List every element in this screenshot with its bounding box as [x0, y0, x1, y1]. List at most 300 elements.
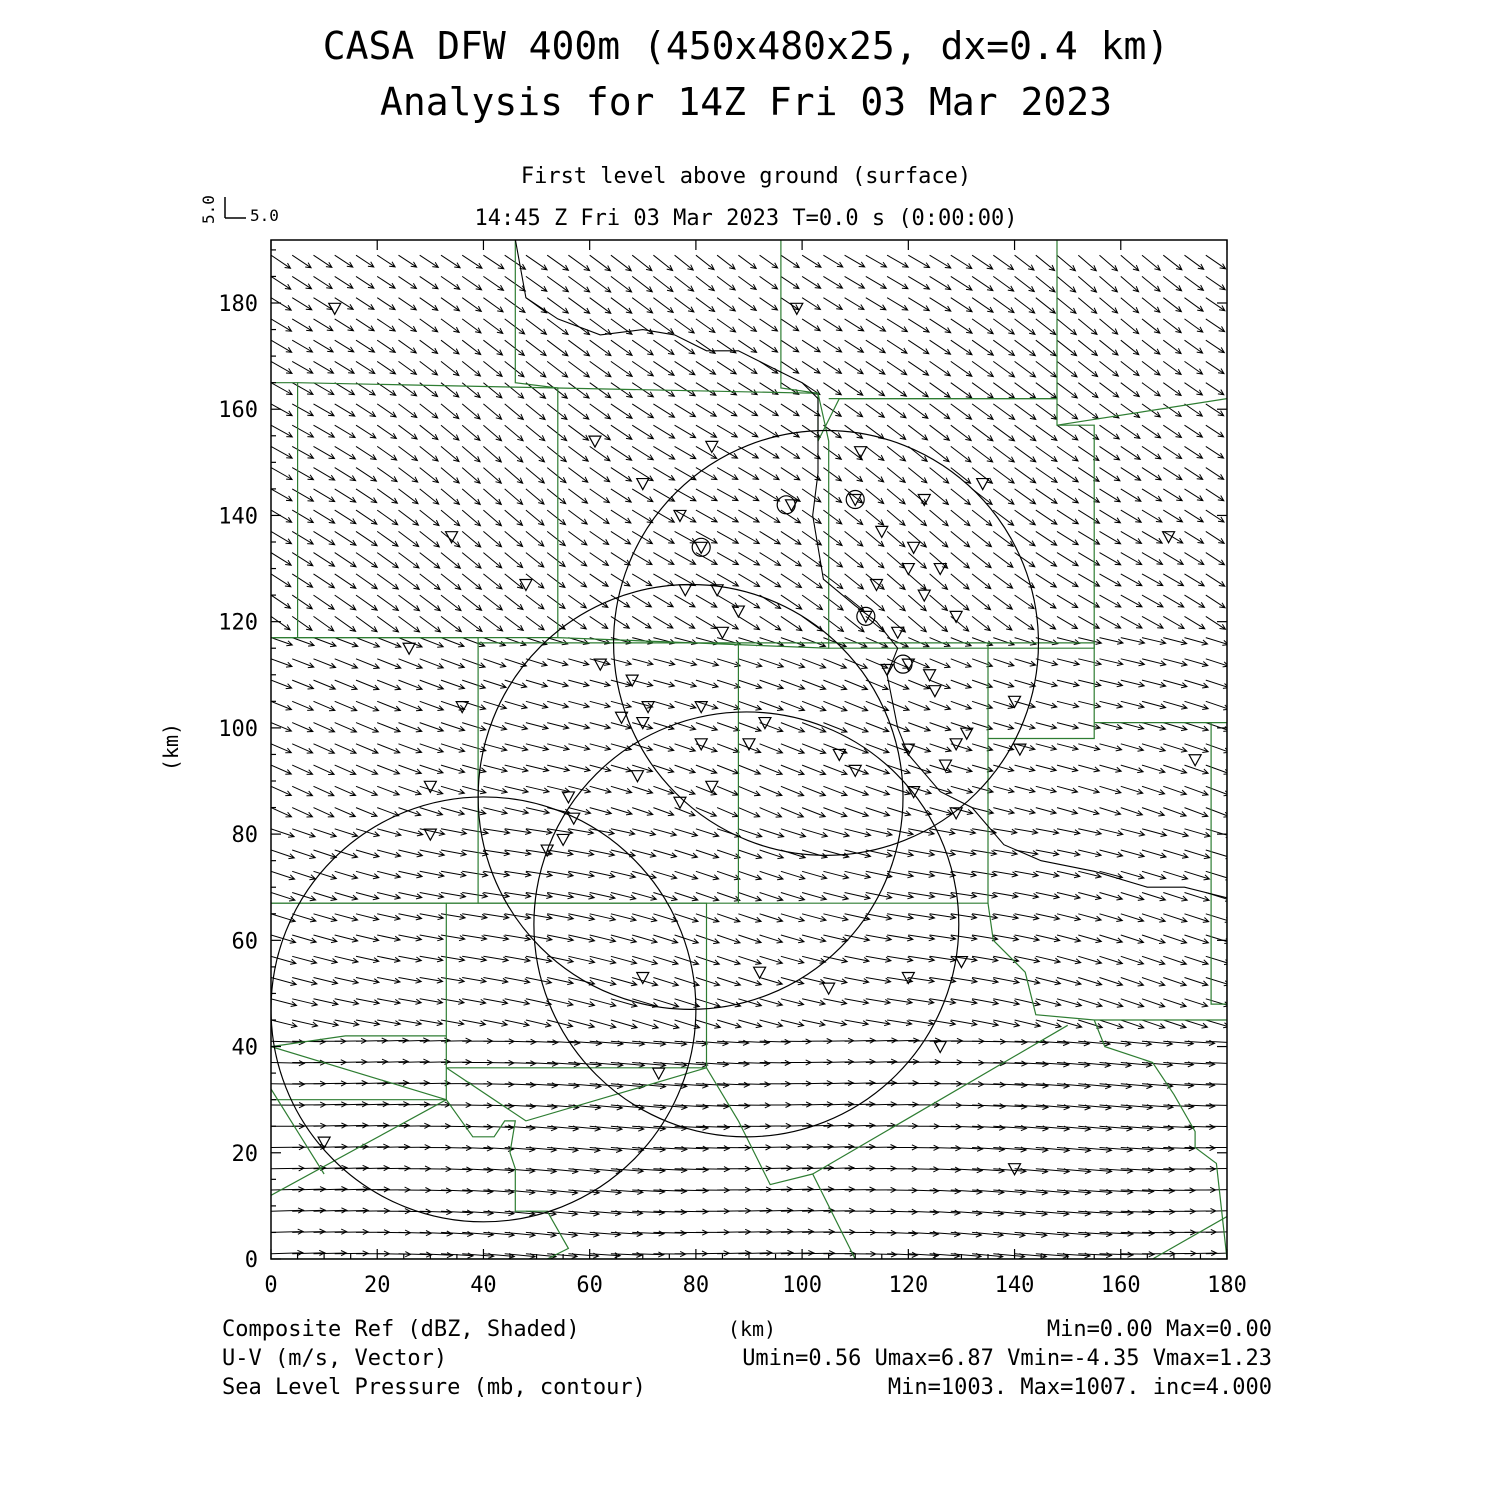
station-circle	[777, 496, 795, 514]
wind-vector	[1206, 489, 1224, 501]
wind-vector	[462, 255, 482, 268]
wind-vector	[526, 659, 547, 667]
wind-vector	[717, 276, 735, 290]
wind-vector	[993, 319, 1014, 334]
wind-vector	[441, 765, 465, 773]
wind-vector	[993, 298, 1014, 313]
wind-vector	[335, 659, 358, 669]
wind-vector	[675, 935, 699, 944]
wind-vector	[823, 531, 842, 545]
wind-vector	[993, 871, 1017, 877]
wind-vector	[1036, 340, 1056, 356]
wind-vector	[993, 255, 1013, 269]
wind-vector	[314, 510, 335, 523]
wind-vector	[845, 531, 863, 546]
wind-vector	[420, 510, 439, 525]
wind-vector	[1206, 638, 1229, 646]
wind-vector	[993, 553, 1013, 568]
wind-vector	[568, 446, 588, 461]
wind-vector	[356, 446, 376, 459]
wind-vector	[335, 893, 358, 901]
wind-vector	[908, 638, 929, 647]
wind-vector	[568, 659, 588, 666]
wind-vector	[292, 319, 312, 331]
wind-vector	[802, 744, 826, 754]
wind-vector	[356, 893, 379, 900]
wind-vector	[611, 361, 632, 376]
wind-vector	[1142, 616, 1163, 628]
wind-vector	[972, 701, 992, 709]
wind-vector	[314, 340, 334, 352]
wind-vector	[1015, 383, 1036, 399]
wind-vector	[908, 956, 934, 962]
wind-vector	[1163, 383, 1181, 396]
station-marker	[876, 526, 888, 537]
station-circle	[894, 655, 912, 673]
wind-vector	[696, 616, 717, 628]
wind-vector	[462, 914, 487, 920]
wind-vector	[335, 574, 356, 588]
wind-vector	[526, 765, 549, 772]
wind-vector	[1015, 999, 1040, 1006]
wind-vector	[420, 361, 438, 375]
wind-vector	[568, 765, 590, 772]
wind-vector	[483, 744, 506, 752]
wind-vector	[845, 446, 863, 459]
wind-vector	[823, 680, 846, 690]
wind-vector	[1121, 553, 1142, 565]
wind-vector	[547, 489, 566, 504]
wind-vector	[845, 701, 868, 711]
wind-vector	[590, 361, 611, 376]
wind-vector	[1121, 298, 1139, 313]
wind-vector	[1036, 404, 1057, 419]
wind-vector	[951, 319, 972, 333]
wind-vector	[1206, 1020, 1229, 1028]
wind-vector	[866, 446, 884, 460]
wind-vector	[1185, 914, 1209, 923]
footer-left2: U-V (m/s, Vector)	[222, 1346, 448, 1371]
wind-vector	[738, 298, 756, 311]
wind-vector	[845, 680, 868, 690]
wind-vector	[399, 1020, 422, 1026]
wind-vector	[887, 340, 907, 353]
wind-vector	[547, 999, 573, 1006]
wind-vector	[802, 956, 825, 963]
wind-vector	[972, 1082, 1005, 1087]
wind-vector	[399, 701, 423, 711]
wind-vector	[1036, 574, 1057, 587]
wind-vector	[399, 935, 422, 941]
wind-vector	[462, 978, 486, 984]
wind-vector	[420, 468, 439, 483]
wind-vector	[314, 553, 335, 567]
wind-vector	[1227, 829, 1253, 838]
station-marker	[520, 579, 532, 590]
wind-vector	[399, 340, 417, 353]
wind-vector	[1036, 595, 1056, 608]
wind-vector	[314, 595, 335, 609]
wind-vector	[845, 361, 864, 373]
wind-vector	[653, 531, 674, 543]
wind-vector	[696, 531, 717, 543]
wind-vector	[335, 595, 356, 610]
wind-vector	[717, 510, 738, 522]
wind-vector	[1100, 935, 1123, 943]
wind-vector	[951, 595, 969, 610]
wind-vector	[1121, 956, 1144, 964]
wind-vector	[738, 1082, 770, 1087]
station-marker	[833, 749, 845, 760]
wind-vector	[1227, 786, 1251, 796]
wind-vector	[314, 786, 334, 795]
wind-vector	[377, 914, 400, 921]
wind-vector	[1100, 574, 1121, 586]
wind-vector	[1057, 871, 1080, 877]
wind-vector	[1142, 1020, 1165, 1029]
wind-vector	[632, 616, 651, 628]
wind-vector	[908, 298, 929, 311]
wind-vector	[1206, 446, 1224, 458]
plot-area	[218, 239, 1258, 1298]
wind-vector	[356, 723, 378, 733]
wind-vector	[483, 786, 507, 793]
wind-vector	[420, 935, 443, 941]
wind-vector	[823, 638, 846, 647]
wind-vector	[568, 956, 594, 963]
wind-vector	[271, 255, 291, 268]
wind-vector	[377, 680, 400, 690]
wind-vector	[1121, 659, 1145, 666]
wind-vector	[1036, 468, 1057, 483]
wind-vector	[462, 298, 481, 312]
wind-vector	[462, 723, 486, 731]
wind-vector	[1036, 893, 1059, 899]
wind-vector	[335, 786, 356, 795]
wind-vector	[526, 319, 547, 334]
wind-vector	[335, 425, 355, 437]
wind-vector	[420, 978, 443, 984]
wind-vector	[1142, 489, 1162, 501]
wind-vector	[1185, 956, 1209, 965]
wind-vector	[823, 468, 841, 481]
wind-vector	[993, 893, 1018, 899]
wind-vector	[483, 531, 501, 546]
wind-vector	[292, 765, 312, 774]
wind-vector	[314, 808, 334, 817]
wind-vector	[696, 489, 717, 501]
wind-vector	[823, 319, 842, 331]
wind-vector	[760, 319, 778, 331]
wind-vector	[1100, 744, 1122, 751]
wind-vector	[568, 383, 589, 398]
wind-vector	[399, 723, 422, 732]
wind-vector	[462, 468, 480, 484]
wind-vector	[781, 595, 802, 609]
wind-vector	[420, 531, 440, 547]
wind-vector	[738, 255, 756, 268]
wind-vector	[696, 383, 716, 396]
wind-vector	[908, 383, 928, 397]
wind-vector	[462, 574, 481, 589]
wind-vector	[993, 999, 1019, 1006]
wind-vector	[738, 893, 761, 902]
wind-vector	[335, 510, 356, 523]
wind-vector	[653, 510, 674, 522]
wind-vector	[887, 255, 908, 267]
station-marker	[653, 1068, 665, 1079]
wind-vector	[653, 446, 674, 459]
station-marker	[631, 771, 643, 782]
wind-vector	[568, 489, 587, 503]
wind-vector	[568, 616, 586, 629]
wind-vector	[717, 361, 736, 374]
wind-vector	[611, 489, 631, 502]
wind-vector	[335, 276, 353, 288]
wind-vector	[1015, 1061, 1048, 1066]
wind-vector	[547, 510, 565, 524]
station-marker	[1014, 744, 1026, 755]
wind-vector	[441, 383, 459, 397]
wind-vector	[420, 1231, 452, 1236]
wind-vector	[1015, 489, 1036, 504]
wind-vector	[399, 446, 418, 460]
wind-vector	[1015, 829, 1038, 835]
wind-vector	[547, 425, 567, 440]
wind-vector	[653, 255, 672, 270]
wind-vector	[1057, 531, 1078, 544]
wind-vector	[1227, 914, 1252, 923]
wind-vector	[1227, 255, 1247, 268]
wind-vector	[1142, 361, 1160, 375]
wind-vector	[1057, 616, 1077, 628]
wind-vector	[483, 340, 502, 355]
x-tick-label: 100	[782, 1273, 822, 1298]
wind-vector	[1227, 765, 1251, 775]
wind-vector	[590, 489, 610, 503]
wind-vector	[696, 956, 719, 965]
wind-vector	[462, 489, 480, 505]
wind-vector	[462, 595, 481, 610]
wind-vector	[377, 489, 397, 503]
wind-vector	[653, 701, 674, 708]
wind-vector	[1121, 871, 1144, 879]
wind-vector	[1100, 829, 1123, 836]
wind-vector	[951, 531, 970, 547]
wind-vector	[1142, 871, 1166, 879]
wind-vector	[335, 765, 356, 774]
wind-vector	[314, 616, 334, 631]
wind-vector	[377, 319, 395, 331]
station-marker	[716, 627, 728, 638]
y-tick-label: 0	[244, 1248, 258, 1273]
wind-vector	[887, 956, 913, 962]
wind-vector	[1121, 361, 1139, 375]
wind-vector	[1206, 808, 1230, 818]
wind-vector	[781, 553, 801, 566]
wind-vector	[675, 319, 695, 333]
wind-vector	[590, 446, 610, 460]
wind-vector	[717, 319, 736, 332]
wind-vector	[1100, 956, 1123, 964]
wind-vector	[377, 553, 398, 568]
wind-vector	[930, 425, 950, 440]
wind-vector	[1100, 914, 1123, 922]
wind-vector	[441, 276, 460, 289]
wind-vector	[823, 893, 848, 901]
wind-vector	[1121, 425, 1140, 438]
wind-vector	[1206, 510, 1224, 522]
wind-vector	[1100, 595, 1121, 607]
wind-vector	[717, 553, 738, 565]
wind-vector	[377, 723, 400, 733]
wind-vector	[675, 893, 698, 901]
wind-vector	[568, 276, 589, 292]
wind-vector	[845, 723, 868, 733]
wind-vector	[611, 468, 632, 482]
wind-vector	[717, 680, 740, 688]
wind-vector	[505, 701, 527, 709]
wind-vector	[675, 340, 695, 354]
wind-vector	[1206, 404, 1224, 416]
wind-vector	[441, 893, 466, 899]
wind-vector	[1227, 1124, 1257, 1129]
wind-vector	[930, 786, 952, 794]
wind-vector	[738, 786, 760, 795]
wind-vector	[377, 446, 397, 460]
wind-vector	[866, 808, 890, 817]
wind-vector	[760, 489, 780, 501]
wind-vector	[420, 744, 444, 753]
wind-vector	[760, 744, 783, 753]
wind-vector	[1015, 404, 1036, 420]
wind-vector	[1078, 935, 1101, 943]
wind-vector	[314, 744, 335, 754]
wind-vector	[632, 786, 652, 793]
wind-vector	[1057, 255, 1075, 271]
wind-vector	[1100, 319, 1118, 334]
wind-vector	[908, 616, 926, 631]
wind-vector	[292, 723, 313, 732]
wind-vector	[462, 383, 480, 398]
wind-vector	[526, 468, 544, 483]
wind-vector	[611, 404, 632, 418]
wind-vector	[1015, 680, 1036, 687]
wind-vector	[462, 404, 480, 419]
wind-vector	[1142, 978, 1165, 987]
wind-vector	[611, 850, 635, 857]
wind-vector	[1078, 298, 1096, 314]
wind-vector	[462, 638, 485, 647]
wind-vector	[1185, 616, 1205, 628]
wind-vector	[462, 893, 487, 899]
wind-vector	[441, 340, 459, 354]
wind-vector	[908, 595, 926, 611]
wind-vector	[653, 425, 674, 438]
wind-vector	[1227, 680, 1250, 689]
wind-vector	[1163, 786, 1186, 795]
wind-vector	[314, 425, 335, 437]
wind-vector	[887, 361, 907, 374]
wind-vector	[1185, 553, 1204, 565]
wind-vector	[1100, 425, 1120, 439]
wind-vector	[271, 468, 292, 480]
wind-vector	[823, 510, 841, 524]
wind-vector	[823, 999, 846, 1005]
wind-vector	[887, 531, 905, 546]
wind-vector	[1227, 446, 1245, 458]
wind-vector	[1142, 659, 1166, 666]
wind-vector	[505, 340, 525, 355]
wind-vector	[675, 744, 696, 752]
wind-vector	[781, 956, 804, 963]
wind-vector	[802, 595, 822, 610]
wind-vector	[356, 340, 375, 352]
wind-vector	[356, 786, 377, 795]
wind-vector	[696, 680, 718, 688]
wind-vector	[866, 276, 886, 288]
wind-vector	[760, 829, 784, 838]
wind-vector	[696, 255, 714, 269]
wind-vector	[738, 276, 756, 289]
county-boundary	[446, 1068, 855, 1259]
wind-vector	[1206, 553, 1225, 565]
wind-vector	[505, 531, 523, 546]
wind-vector	[335, 319, 354, 331]
wind-vector	[526, 786, 549, 793]
county-boundary	[1094, 723, 1227, 1005]
wind-vector	[483, 404, 501, 419]
wind-vector	[399, 893, 422, 899]
wind-vector	[1078, 723, 1100, 730]
wind-vector	[1036, 723, 1057, 730]
wind-vector	[993, 383, 1014, 399]
wind-vector	[1163, 680, 1187, 688]
wind-vector	[1227, 723, 1250, 732]
wind-vector	[1057, 468, 1078, 482]
wind-vector	[335, 701, 357, 711]
wind-vector	[526, 361, 546, 377]
wind-vector	[1121, 404, 1140, 418]
wind-vector	[377, 829, 401, 837]
wind-vector	[441, 255, 460, 268]
wind-vector	[1057, 276, 1076, 292]
wind-vector	[696, 468, 717, 480]
wind-vector	[738, 829, 761, 838]
wind-vector	[1036, 744, 1057, 751]
wind-vector	[1185, 276, 1204, 290]
wind-vector	[1185, 680, 1209, 688]
wind-vector	[887, 489, 905, 504]
wind-vector	[356, 659, 379, 669]
wind-vector	[568, 701, 589, 708]
wind-vector	[887, 765, 910, 774]
wind-vector	[845, 595, 864, 610]
x-tick-label: 180	[1207, 1273, 1247, 1298]
wind-vector	[823, 871, 848, 879]
wind-vector	[1036, 935, 1060, 942]
wind-vector	[887, 425, 906, 439]
wind-vector	[483, 914, 508, 920]
wind-vector	[505, 446, 523, 462]
wind-vector	[802, 361, 820, 373]
wind-vector	[1227, 468, 1245, 480]
wind-vector	[1142, 255, 1160, 270]
wind-vector	[1142, 914, 1165, 922]
wind-vector	[420, 680, 444, 689]
wind-vector	[462, 276, 481, 289]
wind-vector	[866, 510, 884, 525]
